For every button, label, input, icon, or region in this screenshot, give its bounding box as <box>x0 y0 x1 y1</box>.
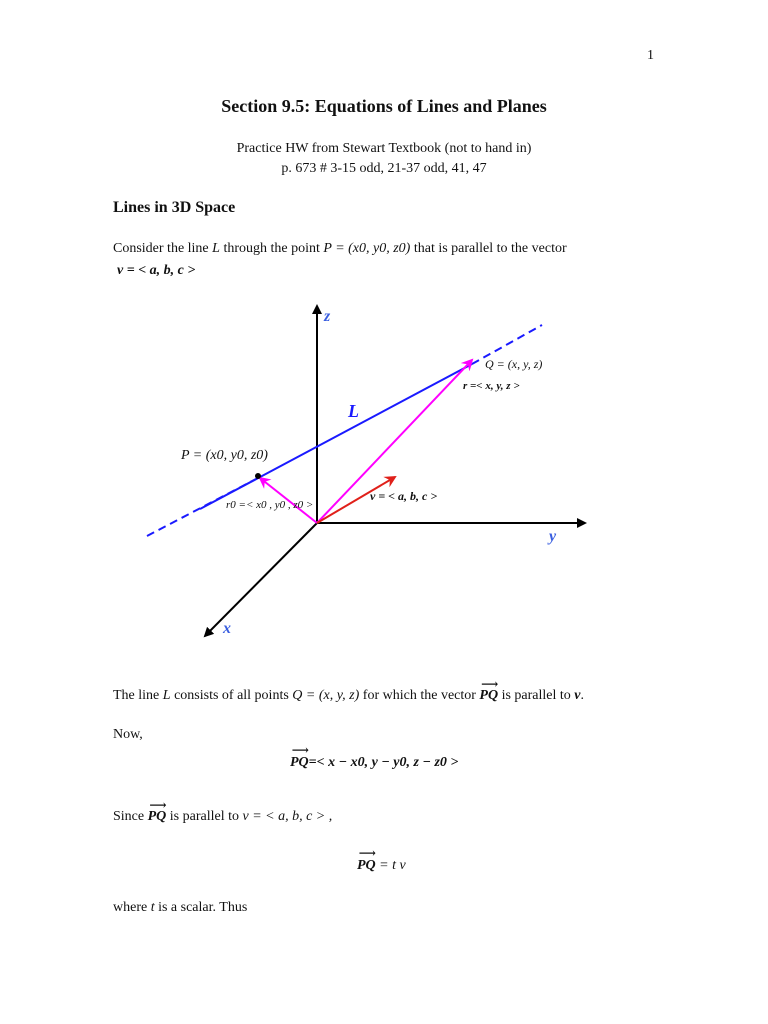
subtitle-line-2: p. 673 # 3-15 odd, 21-37 odd, 41, 47 <box>281 161 487 176</box>
x-axis <box>205 523 317 636</box>
section-heading: Lines in 3D Space <box>113 199 236 216</box>
vector-v-definition: v = < a, b, c > <box>117 263 196 278</box>
line-L-solid <box>200 364 472 509</box>
line-L-label: L <box>348 401 359 421</box>
vector-r-label: r =< x, y, z > <box>463 380 520 392</box>
paragraph-scalar: where t is a scalar. Thus <box>113 900 248 915</box>
now-text: Now, <box>113 727 143 742</box>
point-P-label: P = (x0, y0, z0) <box>181 448 268 463</box>
equation-PQ-tv: ⟶ PQ = t v <box>357 846 406 873</box>
paragraph-line-definition: The line L consists of all points Q = (x, y, z) for which the vector ⟶ PQ is parallel to v. <box>113 685 673 707</box>
z-axis-label: z <box>324 308 331 325</box>
vector-v-label: v = < a, b, c > <box>370 489 438 503</box>
equation-PQ-components: ⟶ PQ=< x − x0, y − y0, z − z0 > <box>290 743 459 770</box>
point-Q-label: Q = (x, y, z) <box>485 357 543 371</box>
y-axis-label: y <box>549 528 557 545</box>
page-title: Section 9.5: Equations of Lines and Planes <box>221 96 547 116</box>
point-P-dot <box>255 473 261 479</box>
x-axis-label: x <box>223 620 231 637</box>
paragraph-since: Since ⟶ PQ is parallel to v = < a, b, c > , <box>113 798 333 824</box>
subtitle-line-1: Practice HW from Stewart Textbook (not to hand in) <box>236 141 532 156</box>
page-number: 1 <box>647 48 654 63</box>
paragraph-intro: Consider the line L through the point P = (x0, y0, z0) that is parallel to the vector v = < a, b, c > <box>113 241 567 278</box>
vector-r0-label: r0 =< x0 , y0 , z0 > <box>226 499 314 511</box>
vector-PQ: ⟶ PQ <box>479 677 499 703</box>
